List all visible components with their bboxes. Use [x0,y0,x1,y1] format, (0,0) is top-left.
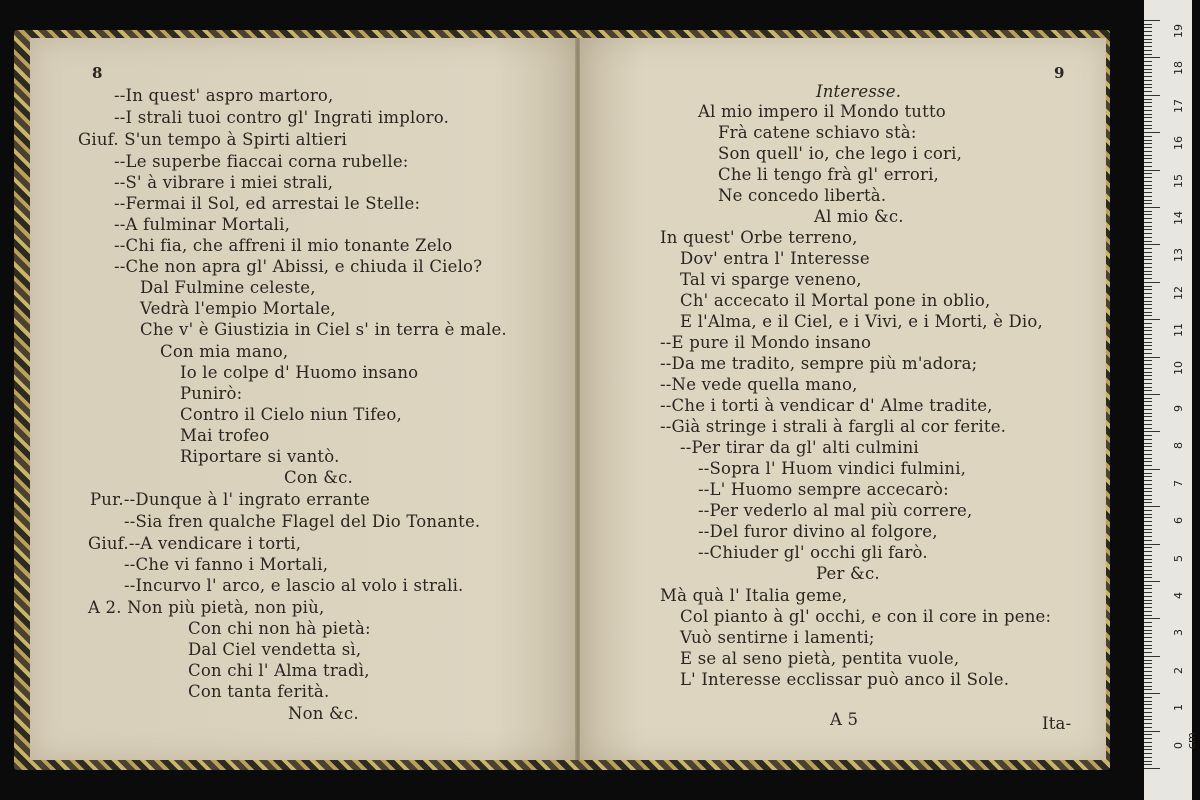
ruler-tick [1144,54,1152,55]
ruler-tick [1144,301,1152,302]
ruler-tick [1144,712,1152,713]
ruler-tick [1144,289,1152,290]
ruler-tick [1144,248,1152,249]
ruler-label: 6 [1172,517,1185,525]
ruler-tick [1144,207,1160,208]
ruler-tick [1144,155,1152,156]
ruler-tick [1144,304,1152,305]
right-page-text-line: Col pianto à gl' occhi, e con il core in pene: [680,607,1052,626]
ruler-label: 3 [1172,629,1185,637]
right-page-text-line: Ita- [1042,714,1072,733]
ruler-tick [1144,626,1152,627]
ruler-tick [1144,360,1152,361]
ruler-tick [1144,252,1152,253]
right-page-text-line: --Che i torti à vendicar d' Alme tradite, [660,396,993,415]
ruler-tick [1144,214,1152,215]
ruler-tick [1144,136,1152,137]
ruler-tick [1144,308,1152,309]
ruler-tick [1144,188,1152,189]
ruler-label: 13 [1172,248,1185,263]
ruler-label: 0 cm [1172,731,1198,749]
ruler-tick [1144,637,1152,638]
ruler-tick [1144,293,1152,294]
ruler-tick [1144,140,1152,141]
ruler-tick [1144,271,1152,272]
ruler-tick [1144,476,1152,477]
ruler-tick [1144,458,1152,459]
left-page-text-line: Con tanta ferità. [188,682,330,701]
ruler-tick [1144,372,1152,373]
left-page-text-line: --Chi fia, che affreni il mio tonante Zelo [114,236,453,255]
ruler-tick [1144,349,1152,350]
ruler-tick [1144,76,1152,77]
ruler-tick [1144,151,1152,152]
ruler-label: 14 [1172,211,1185,225]
ruler-tick [1144,196,1152,197]
right-page-text-line: Per &c. [816,564,880,583]
right-page-text-line: --L' Huomo sempre accecarò: [698,480,949,499]
right-page-text-line: --Chiuder gl' occhi gli farò. [698,543,928,562]
right-page-text-line: Dov' entra l' Interesse [680,249,870,268]
ruler-tick [1144,106,1152,107]
ruler-tick [1144,443,1152,444]
ruler-tick [1144,731,1160,732]
ruler-tick [1144,368,1152,369]
ruler-tick [1144,375,1152,376]
left-page-text-line: Mai trofeo [180,426,270,445]
ruler-tick [1144,323,1152,324]
ruler-tick [1144,211,1152,212]
ruler-tick [1144,704,1152,705]
ruler-label: 17 [1172,98,1185,113]
ruler-tick [1144,61,1152,62]
ruler-tick [1144,409,1152,410]
right-page-text-line: E l'Alma, e il Ciel, e i Vivi, e i Morti, è Dio, [680,312,1043,331]
ruler-tick [1144,465,1152,466]
ruler-tick [1144,256,1152,257]
ruler-label: 4 [1172,592,1185,599]
ruler-tick [1144,536,1152,537]
ruler-label: 18 [1172,61,1185,76]
ruler-tick [1144,173,1152,174]
right-page-text-line: Ch' accecato il Mortal pone in oblio, [680,291,991,310]
right-page-text-line: Vuò sentirne i lamenti; [680,628,875,647]
ruler-tick [1144,218,1152,219]
ruler-tick [1144,166,1152,167]
left-page-text-line: Pur.--Dunque à l' ingrato errante [90,490,371,509]
ruler-tick [1144,259,1152,260]
ruler-tick [1144,286,1152,287]
right-page-text-line: Al mio &c. [814,207,904,226]
ruler-tick [1144,660,1152,661]
ruler-tick [1144,502,1152,503]
ruler-tick [1144,110,1152,111]
ruler-tick [1144,551,1152,552]
ruler-tick [1144,484,1152,485]
right-page-text-line: --Ne vede quella mano, [660,375,858,394]
ruler-label: 16 [1172,136,1185,151]
right-page-text-line: Ne concedo libertà. [718,186,887,205]
ruler-tick [1144,742,1152,743]
right-page-text-line: Che li tengo frà gl' errori, [718,165,940,184]
left-page [30,38,576,760]
left-page-text-line: Che v' è Giustizia in Ciel s' in terra è male. [140,320,507,339]
ruler-tick [1144,615,1152,616]
ruler-tick [1144,757,1152,758]
ruler-tick [1144,312,1152,313]
left-page-text-line: --Fermai il Sol, ed arrestai le Stelle: [114,194,421,213]
ruler-tick [1144,517,1152,518]
ruler-tick [1144,663,1152,664]
ruler-tick [1144,641,1152,642]
ruler-tick [1144,398,1152,399]
right-page-text-line: Interesse. [816,82,902,101]
ruler-tick [1144,181,1152,182]
right-page-text-line: --Già stringe i strali à fargli al cor ferite. [660,417,1007,436]
ruler-tick [1144,761,1152,762]
right-page-text-line: --Per vederlo al mal più correre, [698,501,973,520]
ruler-tick [1144,446,1152,447]
right-page-text-line: Tal vi sparge veneno, [680,270,862,289]
ruler-tick [1144,727,1152,728]
ruler-tick [1144,102,1152,103]
ruler-tick [1144,147,1152,148]
ruler-tick [1144,31,1152,32]
left-page-text-line: --Sia fren qualche Flagel del Dio Tonante. [124,512,481,531]
ruler-tick [1144,469,1160,470]
ruler-tick [1144,716,1152,717]
ruler-tick [1144,596,1152,597]
ruler-tick [1144,401,1152,402]
ruler-tick [1144,95,1160,96]
ruler-tick [1144,686,1152,687]
ruler-tick [1144,50,1152,51]
right-page [580,38,1106,760]
right-page-text-line: --Sopra l' Huom vindici fulmini, [698,459,967,478]
ruler-tick [1144,405,1152,406]
ruler-tick [1144,753,1152,754]
ruler-tick [1144,682,1152,683]
ruler-tick [1144,611,1152,612]
right-page-text-line: --Da me tradito, sempre più m'adora; [660,354,978,373]
ruler-tick [1144,723,1152,724]
ruler-tick [1144,461,1152,462]
ruler-label: 10 [1172,360,1185,375]
ruler-tick [1144,20,1160,21]
ruler-tick [1144,555,1152,556]
right-page-text-line: L' Interesse ecclissar può anco il Sole. [680,670,1010,689]
left-page-text-line: Con chi l' Alma tradì, [188,661,370,680]
ruler-tick [1144,345,1152,346]
page-number-left: 8 [92,64,103,82]
open-book [14,30,1110,770]
ruler-tick [1144,132,1160,133]
ruler-tick [1144,645,1152,646]
left-page-text-line: Con &c. [284,468,354,487]
left-page-text-line: Vedrà l'empio Mortale, [140,299,336,318]
ruler-tick [1144,274,1152,275]
ruler-tick [1144,689,1152,690]
ruler-tick [1144,648,1152,649]
ruler-tick [1144,529,1152,530]
left-page-text-line: --Che non apra gl' Abissi, e chiuda il Cielo? [114,257,483,276]
ruler-tick [1144,473,1152,474]
ruler-tick [1144,170,1160,171]
ruler-tick [1144,379,1152,380]
left-page-text-line: --Le superbe fiaccai corna rubelle: [114,152,409,171]
ruler-tick [1144,749,1152,750]
left-page-text-line: Giuf. S'un tempo à Spirti altieri [78,130,348,149]
ruler-tick [1144,357,1160,358]
ruler-label: 2 [1172,666,1185,674]
ruler-label: 1 [1172,704,1185,712]
ruler-tick [1144,99,1152,100]
left-page-text-line: Dal Ciel vendetta sì, [188,640,362,659]
ruler-tick [1144,424,1152,425]
ruler-label: 15 [1172,173,1185,188]
ruler-tick [1144,514,1152,515]
ruler-tick [1144,416,1152,417]
ruler-tick [1144,229,1152,230]
ruler-tick [1144,491,1152,492]
left-page-text-line: Io le colpe d' Huomo insano [180,363,419,382]
ruler-tick [1144,327,1152,328]
ruler-tick [1144,544,1160,545]
ruler-tick [1144,267,1152,268]
ruler-tick [1144,420,1152,421]
ruler-tick [1144,734,1152,735]
left-page-text-line: Punirò: [180,384,243,403]
ruler-tick [1144,488,1152,489]
ruler-tick [1144,693,1160,694]
ruler-tick [1144,87,1152,88]
ruler-tick [1144,592,1152,593]
ruler-tick [1144,42,1152,43]
ruler-label: 5 [1172,554,1185,562]
right-page-text-line: Mà quà l' Italia geme, [660,586,848,605]
left-page-text-line: --A fulminar Mortali, [114,215,291,234]
ruler-tick [1144,764,1152,765]
ruler-tick [1144,675,1152,676]
ruler-tick [1144,125,1152,126]
right-page-text-line: In quest' Orbe terreno, [660,228,858,247]
ruler-tick [1144,203,1152,204]
ruler-tick [1144,499,1152,500]
ruler-tick [1144,72,1152,73]
left-page-text-line: --I strali tuoi contro gl' Ingrati imploro. [114,108,450,127]
ruler-tick [1144,330,1152,331]
ruler-tick [1144,738,1152,739]
ruler-tick [1144,618,1160,619]
ruler-tick [1144,319,1160,320]
ruler-tick [1144,278,1152,279]
ruler-tick [1144,566,1152,567]
ruler-tick [1144,454,1152,455]
ruler-tick [1144,581,1160,582]
ruler-tick [1144,27,1152,28]
ruler-tick [1144,121,1152,122]
ruler-tick [1144,588,1152,589]
ruler-tick [1144,263,1152,264]
ruler-label: 9 [1172,405,1185,412]
ruler-tick [1144,480,1152,481]
ruler-tick [1144,222,1152,223]
ruler-tick [1144,65,1152,66]
ruler-tick [1144,282,1160,283]
ruler-tick [1144,678,1152,679]
ruler-tick [1144,506,1160,507]
ruler-label: 19 [1172,24,1185,38]
ruler-tick [1144,185,1152,186]
ruler-tick [1144,80,1152,81]
right-page-text-line: --Per tirar da gl' alti culmini [680,438,919,457]
right-page-text-line: E se al seno pietà, pentita vuole, [680,649,960,668]
ruler-tick [1144,200,1152,201]
ruler-tick [1144,746,1152,747]
ruler-tick [1144,84,1152,85]
ruler-tick [1144,24,1152,25]
ruler-tick [1144,450,1152,451]
ruler-tick [1144,91,1152,92]
right-page-text-line: --Del furor divino al folgore, [698,522,938,541]
ruler-tick [1144,719,1152,720]
ruler-tick [1144,701,1152,702]
ruler-tick [1144,413,1152,414]
left-page-text-line: Giuf.--A vendicare i torti, [88,534,302,553]
ruler-tick [1144,652,1152,653]
ruler-tick [1144,128,1152,129]
ruler-tick [1144,495,1152,496]
ruler-tick [1144,768,1160,769]
ruler-tick [1144,394,1160,395]
ruler-tick [1144,708,1152,709]
ruler-tick [1144,577,1152,578]
ruler-tick [1144,226,1152,227]
ruler-tick [1144,559,1152,560]
ruler-tick [1144,39,1152,40]
ruler-tick [1144,585,1152,586]
ruler-tick [1144,671,1152,672]
ruler-tick [1144,162,1152,163]
ruler-tick [1144,431,1160,432]
ruler-tick [1144,667,1152,668]
left-page-text-line: A 2. Non più pietà, non più, [88,598,325,617]
ruler-tick [1144,117,1152,118]
ruler-tick [1144,387,1152,388]
ruler-tick [1144,69,1152,70]
ruler-tick [1144,390,1152,391]
page-number-right: 9 [1054,64,1065,82]
ruler-tick [1144,57,1160,58]
left-page-text-line: Con chi non hà pietà: [188,619,371,638]
right-page-text-line: --E pure il Mondo insano [660,333,872,352]
ruler-tick [1144,622,1152,623]
ruler-tick [1144,297,1152,298]
ruler-tick [1144,244,1160,245]
ruler-tick [1144,46,1152,47]
ruler-tick [1144,525,1152,526]
left-page-text-line: Contro il Cielo niun Tifeo, [180,405,402,424]
left-page-text-line: Dal Fulmine celeste, [140,278,316,297]
right-page-text-line: Frà catene schiavo stà: [718,123,917,142]
right-page-text-line: Al mio impero il Mondo tutto [698,102,946,121]
ruler-tick [1144,334,1152,335]
ruler-tick [1144,237,1152,238]
ruler-tick [1144,315,1152,316]
ruler-tick [1144,510,1152,511]
ruler-tick [1144,697,1152,698]
ruler-tick [1144,633,1152,634]
ruler-tick [1144,540,1152,541]
ruler-tick [1144,364,1152,365]
ruler-tick [1144,570,1152,571]
ruler-tick [1144,383,1152,384]
ruler-tick [1144,338,1152,339]
ruler-tick [1144,439,1152,440]
left-page-text-line: --S' à vibrare i miei strali, [114,173,334,192]
ruler-tick [1144,435,1152,436]
ruler-tick [1144,143,1152,144]
ruler-label: 7 [1172,479,1185,487]
right-page-text-line: A 5 [830,710,859,729]
ruler-tick [1144,600,1152,601]
ruler-tick [1144,603,1152,604]
ruler-tick [1144,342,1152,343]
left-page-text-line: Con mia mano, [160,342,289,361]
ruler-label: 12 [1172,285,1185,300]
right-page-text-line: Son quell' io, che lego i cori, [718,144,963,163]
measurement-ruler [1144,0,1198,800]
ruler-tick [1144,353,1152,354]
ruler-tick [1144,241,1152,242]
ruler-tick [1144,233,1152,234]
ruler-tick [1144,158,1152,159]
ruler-tick [1144,192,1152,193]
left-page-text-line: --Incurvo l' arco, e lascio al volo i strali. [124,576,464,595]
ruler-tick [1144,607,1152,608]
ruler-tick [1144,532,1152,533]
ruler-tick [1144,521,1152,522]
ruler-tick [1144,547,1152,548]
left-page-text-line: --In quest' aspro martoro, [114,86,334,105]
ruler-tick [1144,630,1152,631]
left-page-text-line: --Che vi fanno i Mortali, [124,555,329,574]
ruler-tick [1144,656,1160,657]
ruler-tick [1144,114,1152,115]
ruler-tick [1144,35,1152,36]
ruler-label: 11 [1172,323,1185,338]
ruler-tick [1144,562,1152,563]
ruler-tick [1144,574,1152,575]
ruler-tick [1144,428,1152,429]
ruler-tick [1144,177,1152,178]
ruler-label: 8 [1172,442,1185,450]
left-page-text-line: Non &c. [288,704,359,723]
left-page-text-line: Riportare si vantò. [180,447,340,466]
